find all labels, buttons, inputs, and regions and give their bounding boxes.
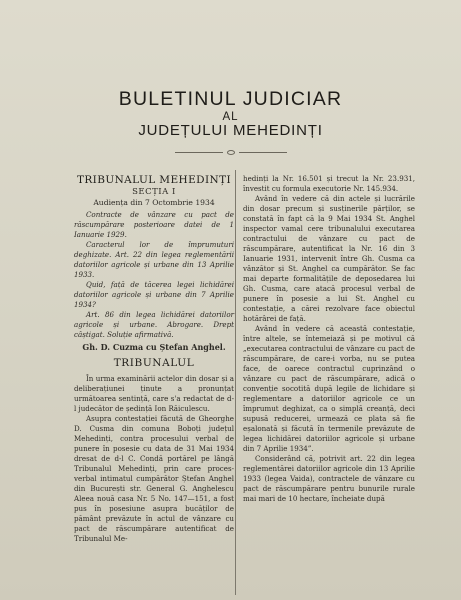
- ornament-line-left: [175, 152, 223, 153]
- body-paragraph: Considerând că, potrivit art. 22 din legea reglementărei datoriilor agricole din 13 Aprilie 1933 (legea Vaida), contractele de vânzare cu pact de răscumpărare pentru bunurile rurale mai mari de 10 hectare, încheiate după: [243, 454, 415, 503]
- body-paragraph: În urma examinării actelor din dosar și a deliberațiunei ținute a pronunțat următoarea sentință, care s'a redactat de d-l judecător de ședință Ion Răiculescu.: [74, 374, 234, 413]
- masthead-connector: AL: [222, 111, 239, 123]
- summary-paragraph: Caracterul lor de împrumuturi deghizate. Art. 22 din legea reglementării datoriilor agricole și urbane din 13 Aprilie 1933.: [74, 240, 234, 279]
- masthead-subtitle: JUDEȚULUI MEHEDINȚI: [138, 122, 323, 139]
- masthead-title: BULETINUL JUDICIAR: [118, 88, 343, 110]
- section-title: SECȚIA I: [132, 187, 176, 197]
- summary-paragraph: Art. 86 din legea lichidărei datoriilor agricole și urbane. Abrogare. Drept câștigat. Soluție afirmativă.: [74, 310, 234, 339]
- ornament-divider: [175, 150, 287, 154]
- hearing-date: Audiența din 7 Octombrie 1934: [93, 198, 215, 207]
- body-paragraph: Asupra contestației făcută de Gheorghe D. Cusma din comuna Boboți județul Mehedinți, contra procesului verbal de punere în posesie cu data de 31 Mai 1934 dresat de d-l C. Condă portărel pe lângă Tribunalul Mehedinți, prin care proces-verbal intimatul cumpărător Ștefan Anghel din București str. General G. Anghelescu Aleea nouă casa Nr. 5 No. 147—151, a fost pus în posesiune asupra bucăților de pământ prevăzute în actul de vânzare cu pact de răscumpărare autentificat de Tribunalul Me-: [74, 414, 234, 543]
- summary-paragraph: Quid, față de tăcerea legei lichidărei datoriilor agricole și urbane din 7 Aprilie 1934?: [74, 280, 234, 309]
- body-paragraph: Având în vedere că din actele și lucrările din dosar precum și susținerile părților, se constată în fapt că la 9 Mai 1934 St. Anghel inspector vamal cere tribunalului executarea contractului de vânzare cu pact de răscumpărare, autentificat la Nr. 16 din 3 Ianuarie 1931, intervenit între Gh. Cusma ca vânzător și St. Anghel ca cumpărător. Se fac mai departe formalitățile de deposedarea lui Gh. Cusma, care atacă procesul verbal de punere în posesie a lui St. Anghel cu contestație, a cărei rezolvare face obiectul hotărârei de față.: [243, 194, 415, 323]
- left-column: [74, 174, 234, 544]
- tribunal-heading: TRIBUNALUL: [113, 357, 195, 369]
- summary-paragraph: Contracte de vânzare cu pact de răscumpărare posterioare datei de 1 Ianuarie 1929.: [74, 210, 234, 239]
- right-column: [243, 174, 415, 504]
- column-divider: [235, 170, 236, 595]
- body-paragraph: hedinți la Nr. 16.501 și trecut la Nr. 23.931, învestit cu formula executorie Nr. 145.934.: [243, 174, 415, 193]
- judges-line: Gh. D. Cuzma cu Ștefan Anghel.: [82, 342, 226, 352]
- body-paragraph: Având în vedere că această contestație, între altele, se întemeiază și pe motivul că „executarea contractului de vânzare cu pact de răscumpărare, de care-i vorba, nu se putea face, de oarece contractul cuprinzând o vânzare cu pact de răscumpărare, adică o convenție socotită după legile de lichidare și reglementare a datoriilor agricole ce un împrumut deghizat, ca o simplă creanță, deci supusă reducerei, urmează ce plata să fie eșalonată și făcută în termenile prevăzute de legea lichidărei datoriilor agricole și urbane din 7 Aprilie 1934”.: [243, 324, 415, 453]
- ornament-line-right: [239, 152, 287, 153]
- court-name: TRIBUNALUL MEHEDINȚI: [76, 174, 232, 186]
- ornament-dot: [227, 150, 235, 155]
